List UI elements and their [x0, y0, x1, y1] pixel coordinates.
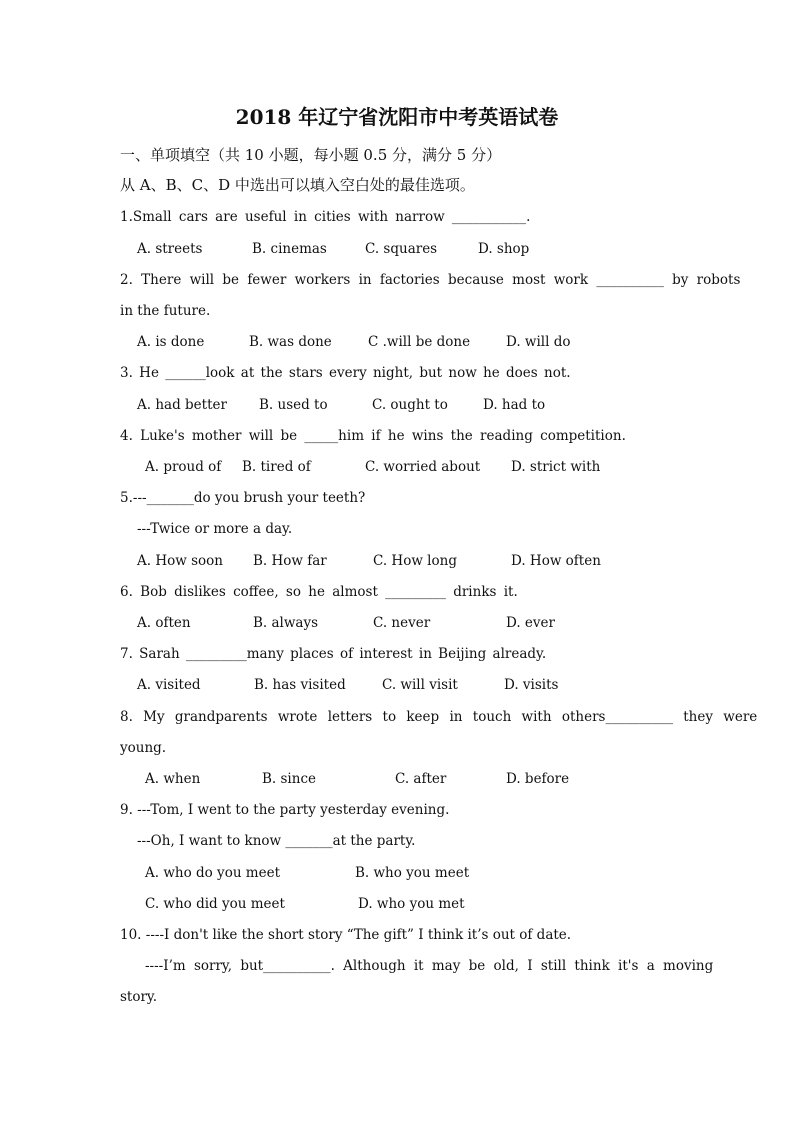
question-3-option-d: D. had to	[483, 397, 546, 413]
question-7-stem: 7. Sarah _________many places of interest in Beijing already.	[120, 646, 547, 662]
question-2-stem-line1: 2. There will be fewer workers in factories because most work __________ by robots	[120, 272, 741, 288]
question-5-option-c: C. How long	[373, 553, 457, 569]
question-9-option-d: D. who you met	[358, 896, 465, 912]
question-5-option-a: A. How soon	[137, 553, 223, 569]
question-8-option-d: D. before	[506, 771, 570, 787]
question-8-option-c: C. after	[395, 771, 447, 787]
question-2-option-d: D. will do	[506, 334, 571, 350]
question-4-stem: 4. Luke's mother will be _____him if he wins the reading competition.	[120, 428, 626, 444]
question-9-option-a: A. who do you meet	[145, 865, 281, 881]
question-7-option-b: B. has visited	[254, 677, 346, 693]
question-10-stem: 10. ----I don't like the short story “The gift” I think it’s out of date.	[120, 927, 572, 943]
question-1-option-c: C. squares	[365, 241, 438, 257]
question-8-stem-line1: 8. My grandparents wrote letters to keep in touch with others__________ they were	[120, 709, 758, 725]
question-1-option-a: A. streets	[137, 241, 203, 257]
question-5-option-d: D. How often	[511, 553, 601, 569]
question-4-option-b: B. tired of	[242, 459, 311, 475]
question-8-stem-line2: young.	[120, 740, 167, 756]
question-10-reply-line2: story.	[120, 989, 158, 1005]
question-2-stem-line2: in the future.	[120, 303, 211, 319]
question-4-option-c: C. worried about	[365, 459, 481, 475]
question-1-stem: 1.Small cars are useful in cities with narrow ___________.	[120, 209, 531, 225]
question-9-option-c: C. who did you meet	[145, 896, 285, 912]
question-2-option-c: C .will be done	[368, 334, 471, 350]
question-1-option-b: B. cinemas	[252, 241, 327, 257]
question-6-option-d: D. ever	[506, 615, 555, 631]
question-6-stem: 6. Bob dislikes coffee, so he almost _________ drinks it.	[120, 584, 518, 600]
question-1-option-d: D. shop	[478, 241, 530, 257]
question-9-stem: 9. ---Tom, I went to the party yesterday evening.	[120, 802, 450, 818]
question-7-option-d: D. visits	[504, 677, 559, 693]
question-2-option-a: A. is done	[137, 334, 205, 350]
question-9-reply: ---Oh, I want to know _______at the party.	[137, 833, 416, 849]
question-3-option-c: C. ought to	[372, 397, 448, 413]
question-10-reply-line1: ----I’m sorry, but__________. Although it may be old, I still think it's a moving	[145, 958, 714, 974]
section-heading: 一、单项填空（共 10 小题，每小题 0.5 分，满分 5 分）	[120, 146, 502, 164]
question-3-option-a: A. had better	[137, 397, 227, 413]
question-8-option-b: B. since	[262, 771, 316, 787]
question-9-option-b: B. who you meet	[355, 865, 470, 881]
question-7-option-c: C. will visit	[382, 677, 458, 693]
question-4-option-a: A. proud of	[145, 459, 222, 475]
question-3-stem: 3. He ______look at the stars every night, but now he does not.	[120, 365, 571, 381]
question-5-stem: 5.---_______do you brush your teeth?	[120, 490, 366, 506]
page-title: 2018 年辽宁省沈阳市中考英语试卷	[235, 105, 559, 129]
question-6-option-c: C. never	[373, 615, 431, 631]
question-6-option-a: A. often	[137, 615, 191, 631]
question-7-option-a: A. visited	[137, 677, 201, 693]
question-2-option-b: B. was done	[249, 334, 332, 350]
question-4-option-d: D. strict with	[511, 459, 601, 475]
question-5-option-b: B. How far	[253, 553, 327, 569]
section-instruction: 从 A、B、C、D 中选出可以填入空白处的最佳选项。	[120, 176, 475, 194]
question-5-reply: ---Twice or more a day.	[137, 521, 293, 537]
question-3-option-b: B. used to	[259, 397, 328, 413]
question-8-option-a: A. when	[145, 771, 201, 787]
question-6-option-b: B. always	[253, 615, 319, 631]
